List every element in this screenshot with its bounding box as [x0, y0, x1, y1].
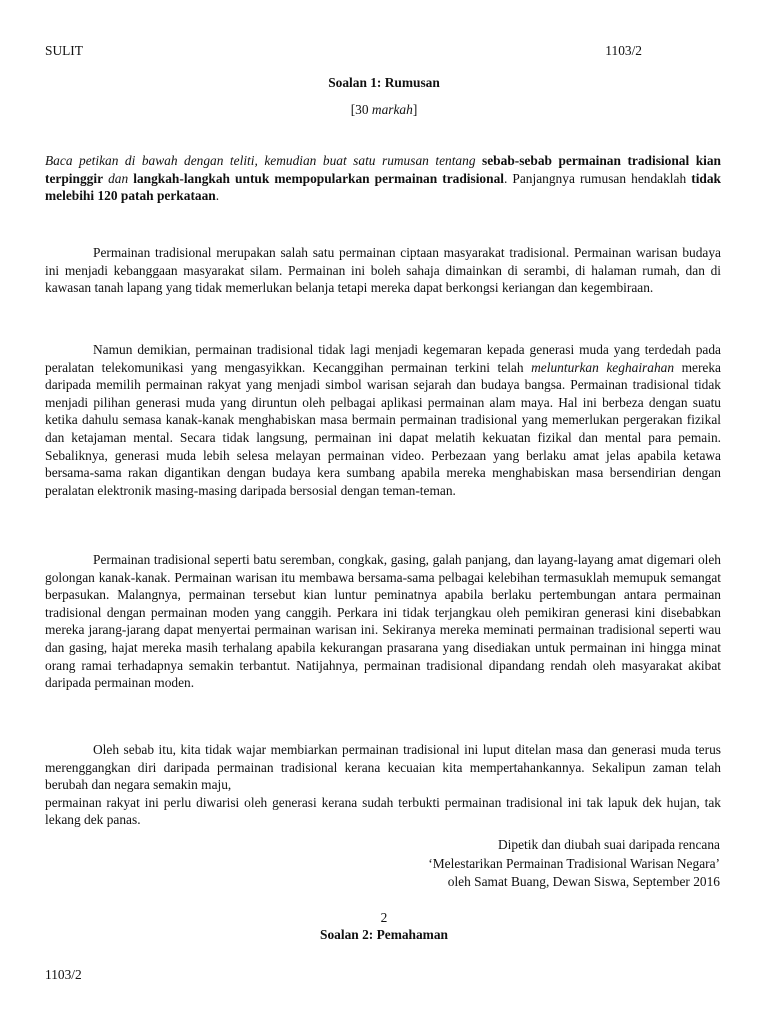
passage-paragraph-4 [45, 741, 721, 829]
page-number: 2 [380, 910, 388, 925]
marks-close: ] [412, 102, 418, 117]
paragraph-1-text: Permainan tradisional merupakan salah satu permainan ciptaan masyarakat tradisional. Permainan warisan budaya ini menjadi kebanggaan masyarakat silam. Permainan ini boleh sahaja dimainkan di serambi, di halaman rumah, dan di kawasan tanah lapang yang tidak memerlukan belanja tetapi mereka dapat berkongsi keriangan dan kegembiraan. [45, 245, 721, 296]
source-citation [428, 836, 720, 892]
paragraph-2-part-b: mereka daripada memilih permainan rakyat yang menjadi simbol warisan sejarah dan budaya bangsa. Permainan tradisional tidak menjadi pilihan generasi muda yang diruntun oleh pelbagai aplikasi permainan alam maya. Hal ini berbeza dengan suatu ketika dahulu semasa kanak-kanak menghabiskan masa bermain permainan tradisional yang memerlukan pergerakan fizikal dan ketajaman mental. Secara tidak langsung, permainan ini dapat melatih kekuatan fizikal dan mental para pemain. Sebaliknya, generasi muda lebih selesa melayan permainan video. Perbezaan yang berlaku amat jelas apabila ketawa bersama-sama rakan digantikan dengan budaya kera sumbang apabila mereka menghabiskan masa bersendirian dengan peralatan elektronik masing-masing daripada bersosial dengan teman-teman. [45, 359, 721, 498]
passage-paragraph-2 [45, 341, 721, 499]
passage-paragraph-1 [45, 244, 721, 297]
instruction-length-text: . Panjangnya rumusan hendaklah [504, 170, 692, 186]
paragraph-3-text: Permainan tradisional seperti batu seremban, congkak, gasing, galah panjang, dan layang-layang amat digemari oleh golongan kanak-kanak. Permainan warisan itu membawa bersama-sama pelbagai kelebihan termasuklah memupuk semangat berpasukan. Malangnya, permainan tersebut kian luntur peminatnya apabila berlaku pertembungan antara permainan tradisional dengan permainan moden yang canggih. Perkara ini tidak terjangkau oleh pemikiran generasi kini disebabkan mereka jarang-jarang dapat menyertai permainan warisan ini. Sekiranya mereka meminati permainan tradisional seperti wau dan gasing, hajat mereka masih terhalang apabila kekurangan prasarana yang disediakan untuk permainan ini hingga minat orang ramai terhadapnya semakin terbantut. Natijahnya, permainan tradisional dipandang rendah oleh masyarakat akibat daripada permainan moden. [45, 552, 721, 691]
paragraph-2-italic-phrase: melunturkan keghairahan [531, 359, 675, 375]
instruction-and: dan [103, 170, 134, 186]
paragraph-4-part-b: permainan rakyat ini perlu diwarisi oleh generasi kerana sudah terbukti permainan tradisional ini tak lapuk dek hujan, tak lekang dek panas. [45, 794, 721, 828]
paragraph-2-text [45, 341, 721, 499]
source-line-2: ‘Melestarikan Permainan Tradisional Warisan Negara’ [428, 855, 720, 871]
header-confidential-label: SULIT [45, 43, 83, 58]
instructions [45, 152, 721, 205]
source-line-1: Dipetik dan diubah suai daripada rencana [498, 837, 720, 852]
source-line-3: oleh Samat Buang, Dewan Siswa, September 2016 [447, 874, 720, 889]
instruction-intro: Baca petikan di bawah dengan teliti, kemudian buat satu rumusan tentang [45, 153, 483, 168]
instruction-length-limit: tidak melebihi 120 patah perkataan [45, 170, 722, 204]
marks-allocation [0, 101, 768, 119]
section-1-title: Soalan 1: Rumusan [328, 75, 440, 90]
marks-open: [30 [350, 102, 372, 117]
header-paper-code: 1103/2 [605, 43, 642, 58]
paragraph-2-part-a: Namun demikian, permainan tradisional tidak lagi menjadi kegemaran kepada generasi muda yang terdedah pada peralatan telekomunikasi yang mengasyikkan. Kecanggihan permainan terkini telah [45, 342, 721, 375]
section-2-title: Soalan 2: Pemahaman [320, 927, 448, 942]
paragraph-4-part-a: Oleh sebab itu, kita tidak wajar membiarkan permainan tradisional ini luput ditelan masa dan generasi muda terus merenggangkan diri daripada permainan tradisional kerana kecuaian kita mempertahankannya. Sekalipun zaman telah berubah dan negara semakin maju, [45, 742, 721, 793]
instruction-topic-1: sebab-sebab permainan tradisional kian terpinggir [45, 153, 721, 186]
instruction-topic-2: langkah-langkah untuk mempopularkan permainan tradisional [133, 170, 504, 186]
passage-paragraph-3 [45, 551, 721, 692]
instruction-end: . [215, 188, 220, 204]
footer-paper-code: 1103/2 [45, 967, 82, 982]
marks-word: markah [371, 102, 413, 117]
